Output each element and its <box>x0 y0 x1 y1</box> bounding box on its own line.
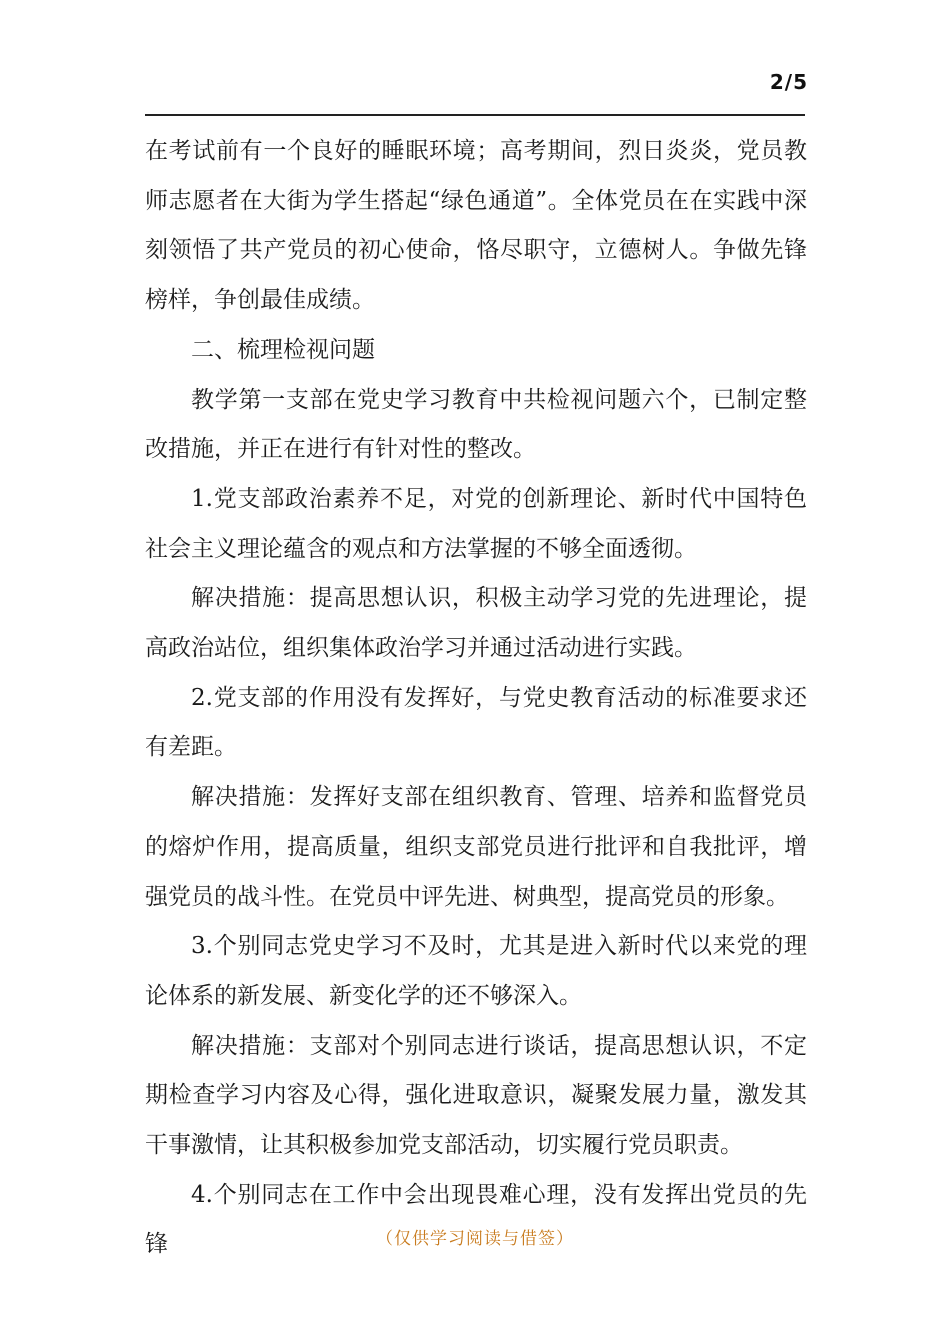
solution-item-1: 解决措施：提高思想认识，积极主动学习党的先进理论，提高政治站位，组织集体政治学习并通过活动进行实践。 <box>145 585 807 662</box>
page-number: 2/5 <box>769 70 808 94</box>
footer-note: （仅供学习阅读与借签） <box>376 1229 574 1249</box>
problem-item-3: 3.个别同志党史学习不及时，尤其是进入新时代以来党的理论体系的新发展、新变化学的还不够深入。 <box>145 933 807 1009</box>
paragraph-continuation: 在考试前有一个良好的睡眠环境；高考期间，烈日炎炎，党员教师志愿者在大街为学生搭起“绿色通道”。全体党员在在实践中深刻领悟了共产党员的初心使命，恪尽职守，立德树人。争做先锋榜样，争创最佳成绩。 <box>145 138 807 314</box>
problem-item-4: 4.个别同志在工作中会出现畏难心理，没有发挥出党员的先锋 <box>145 1181 807 1258</box>
problem-item-1: 1.党支部政治素养不足，对党的创新理论、新时代中国特色社会主义理论蕴含的观点和方法掌握的不够全面透彻。 <box>145 485 807 562</box>
solution-item-2: 解决措施：发挥好支部在组织教育、管理、培养和监督党员的熔炉作用，提高质量，组织支部党员进行批评和自我批评，增强党员的战斗性。在党员中评先进、树典型，提高党员的形象。 <box>145 784 807 910</box>
paragraph-intro: 教学第一支部在党史学习教育中共检视问题六个，已制定整改措施，并正在进行有针对性的整改。 <box>145 386 807 463</box>
document-body <box>145 127 807 1270</box>
problem-item-2: 2.党支部的作用没有发挥好，与党史教育活动的标准要求还有差距。 <box>145 684 807 761</box>
solution-item-3: 解决措施：支部对个别同志进行谈话，提高思想认识，不定期检查学习内容及心得，强化进取意识，凝聚发展力量，激发其干事激情，让其积极参加党支部活动，切实履行党员职责。 <box>145 1032 807 1159</box>
section-heading: 二、梳理检视问题 <box>191 336 375 363</box>
header-divider <box>145 114 805 116</box>
